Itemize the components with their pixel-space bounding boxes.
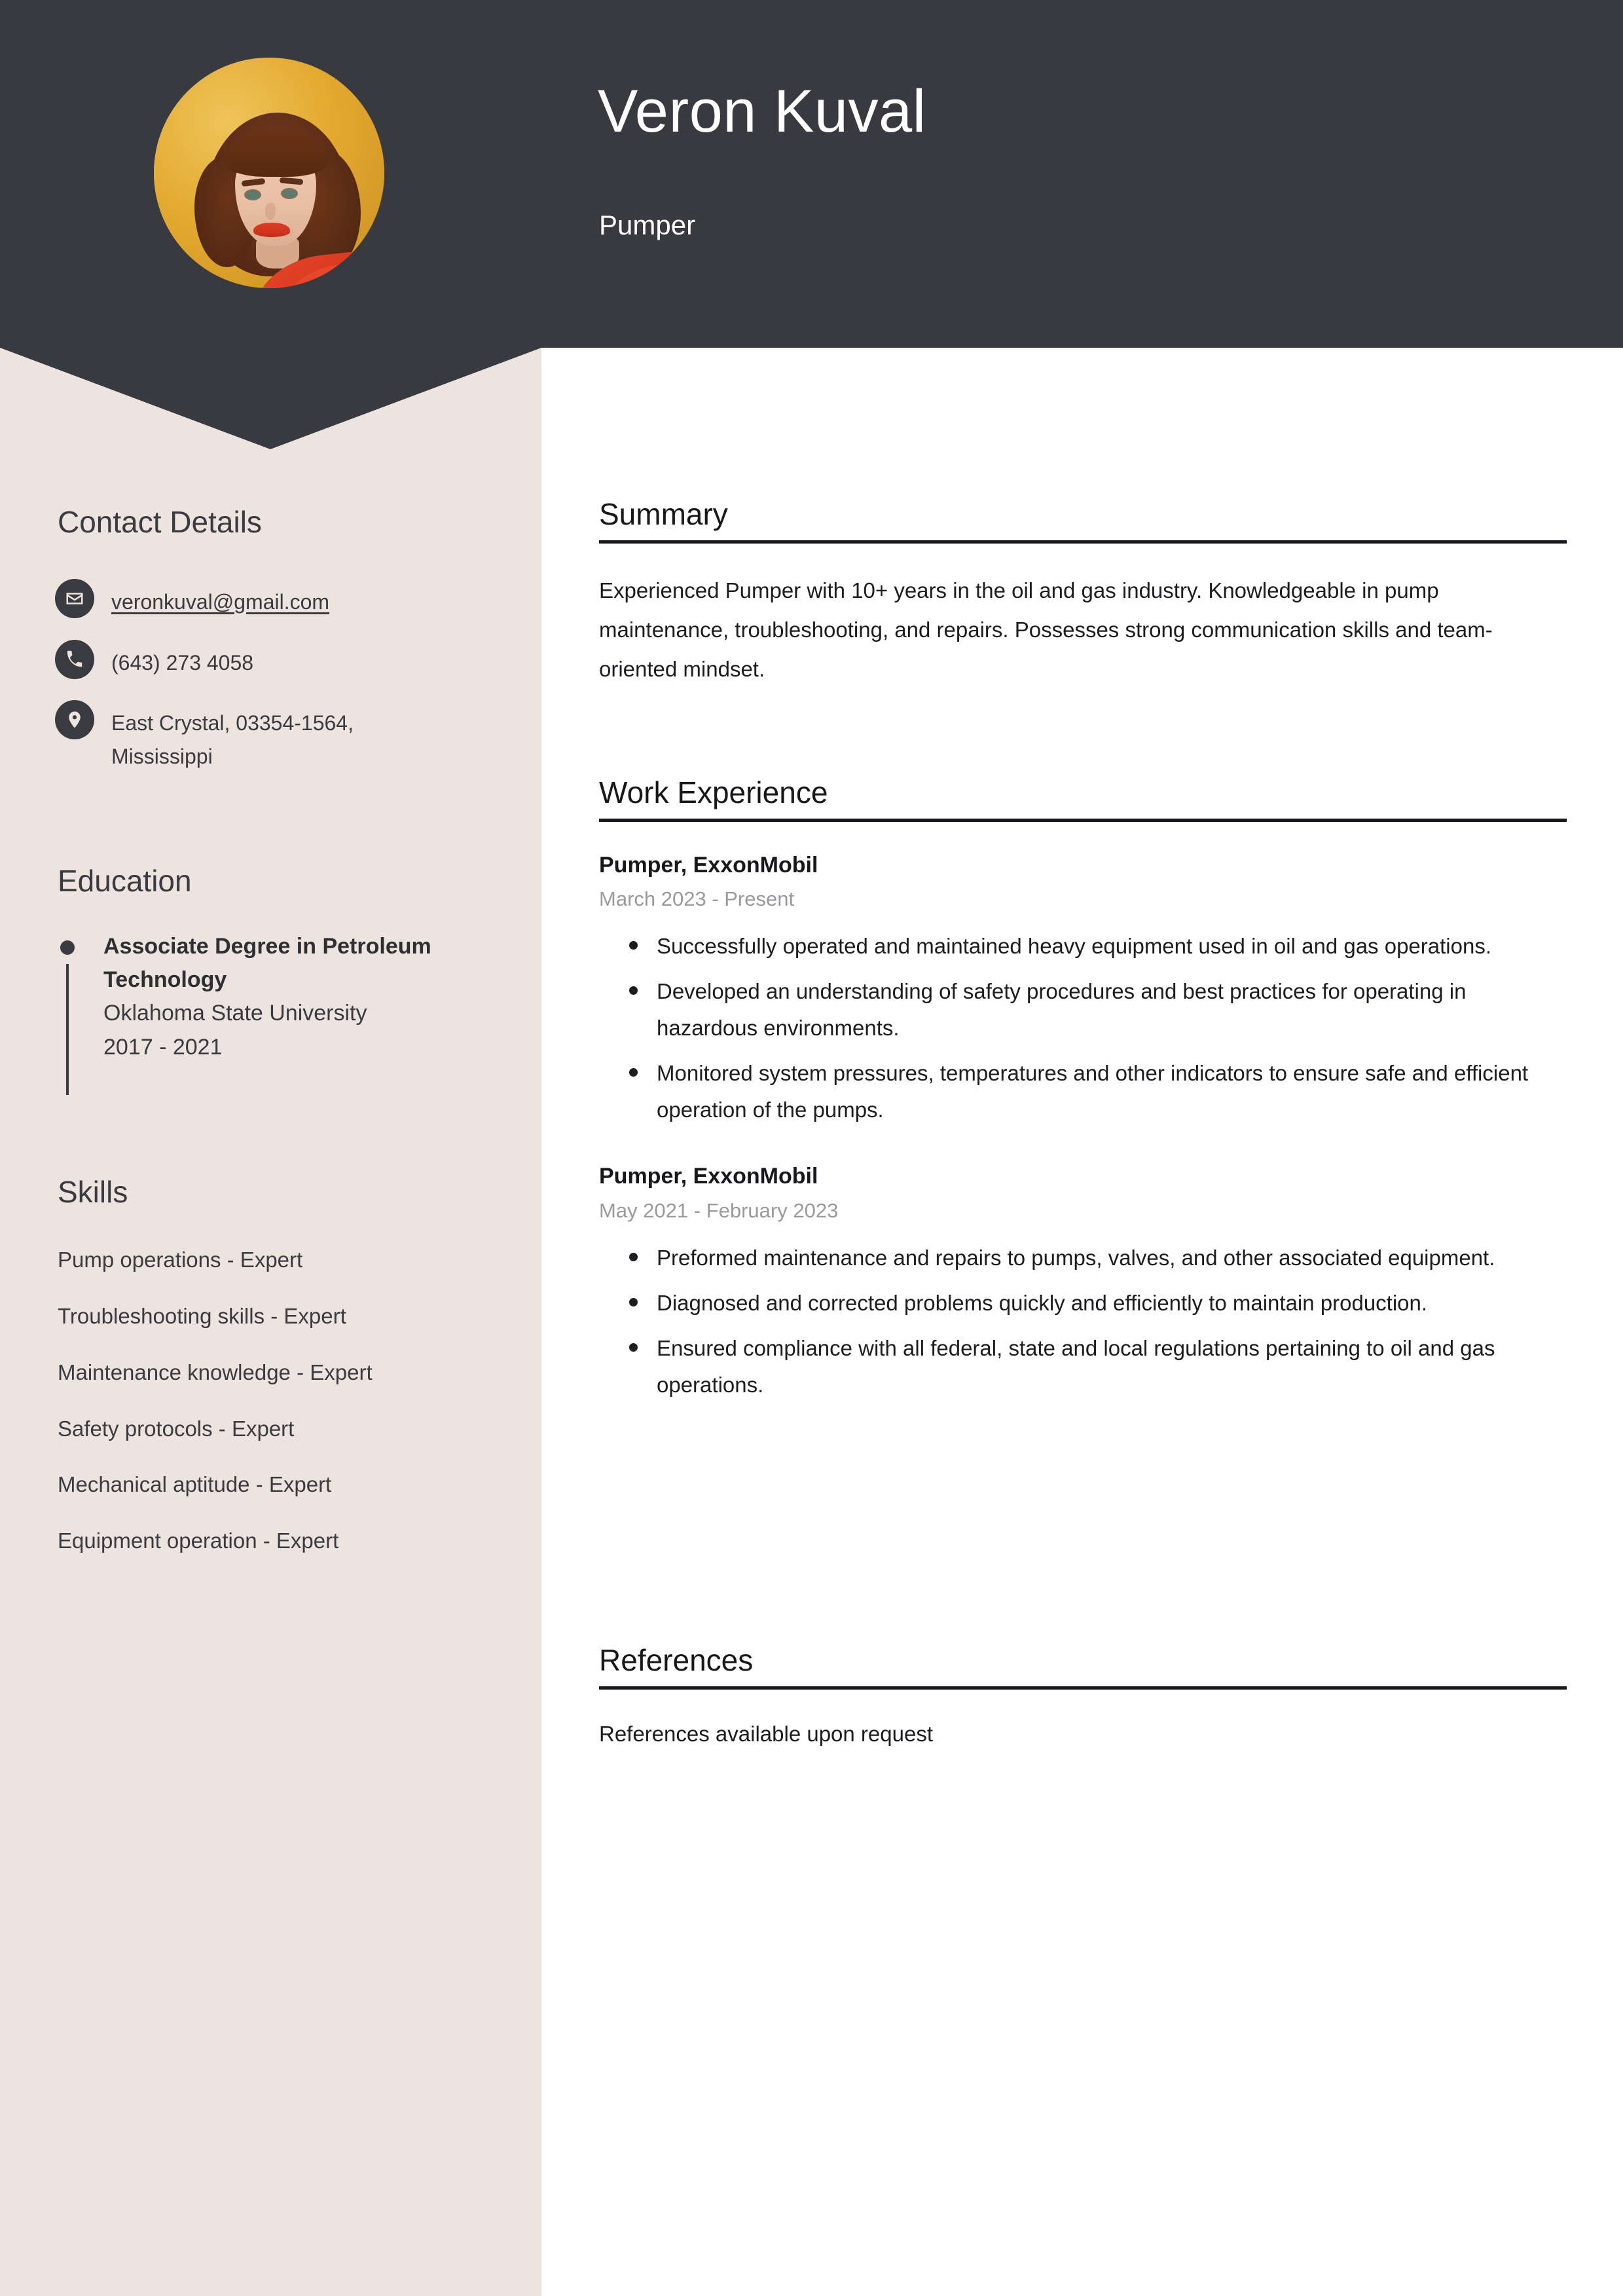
- job-bullet: Preformed maintenance and repairs to pumps, valves, and other associated equipment.: [650, 1240, 1568, 1276]
- job-bullet: Developed an understanding of safety procedures and best practices for operating in hazardous environments.: [650, 973, 1568, 1046]
- contact-email-value[interactable]: veronkuval@gmail.com: [111, 590, 330, 614]
- summary-heading: Summary: [599, 497, 728, 531]
- skill-item: Mechanical aptitude - Expert: [58, 1472, 332, 1497]
- job-role: Pumper, ExxonMobil: [599, 852, 818, 878]
- skill-item: Maintenance knowledge - Expert: [58, 1360, 373, 1384]
- references-section: [599, 1644, 1568, 1752]
- map-pin-icon: [55, 700, 94, 739]
- references-divider: [599, 1686, 1567, 1690]
- summary-section: [599, 498, 1568, 689]
- summary-text: Experienced Pumper with 10+ years in the oil and gas industry. Knowledgeable in pump maintenance, troubleshooting, and repairs. Possesses strong communication skills and team-oriented mindset.: [599, 578, 1493, 681]
- skills-heading: Skills: [58, 1175, 128, 1209]
- skill-item: Pump operations - Expert: [58, 1248, 303, 1272]
- job-entry: [599, 851, 1568, 1128]
- avatar: [154, 58, 384, 288]
- work-experience-section: [599, 776, 1568, 1412]
- job-entry: [599, 1162, 1568, 1403]
- contact-item-phone[interactable]: [55, 642, 513, 680]
- summary-divider: [599, 540, 1567, 544]
- work-experience-heading: Work Experience: [599, 775, 828, 809]
- job-bullet: Diagnosed and corrected problems quickly and efficiently to maintain production.: [650, 1285, 1568, 1321]
- job-bullet: Ensured compliance with all federal, state and local regulations pertaining to oil and gas operations.: [650, 1330, 1568, 1403]
- references-heading: References: [599, 1643, 754, 1677]
- job-dates: March 2023 - Present: [599, 887, 795, 911]
- candidate-name: Veron Kuval: [598, 78, 926, 145]
- job-bullet: Successfully operated and maintained heavy equipment used in oil and gas operations.: [650, 928, 1568, 964]
- envelope-icon: [55, 579, 94, 618]
- education-list: [58, 930, 516, 1064]
- contact-details-heading: Contact Details: [58, 505, 262, 539]
- job-bullet-list: [599, 928, 1568, 1128]
- contact-item-email[interactable]: [55, 582, 513, 619]
- job-bullet: Monitored system pressures, temperatures and other indicators to ensure safe and efficient operation of the pumps.: [650, 1055, 1568, 1128]
- skill-item: Safety protocols - Expert: [58, 1416, 295, 1441]
- candidate-job-title: Pumper: [599, 210, 696, 240]
- education-school: Oklahoma State University: [103, 1001, 367, 1026]
- education-timeline-rail: [66, 964, 69, 1095]
- phone-icon: [55, 640, 94, 679]
- work-experience-divider: [599, 819, 1567, 822]
- references-text: References available upon request: [599, 1721, 934, 1746]
- contact-address-value: East Crystal, 03354-1564, Mississippi: [111, 711, 354, 768]
- skills-list: [58, 1244, 503, 1582]
- contact-list: [55, 582, 513, 796]
- education-heading: Education: [58, 864, 192, 898]
- job-dates: May 2021 - February 2023: [599, 1199, 839, 1223]
- education-item: [58, 930, 516, 1064]
- job-bullet-list: [599, 1240, 1568, 1403]
- job-role: Pumper, ExxonMobil: [599, 1164, 818, 1189]
- education-degree: Associate Degree in Petroleum Technology: [103, 934, 431, 992]
- contact-item-address: [55, 703, 513, 773]
- contact-phone-value: (643) 273 4058: [111, 650, 254, 675]
- education-bullet-icon: [60, 940, 75, 955]
- skill-item: Equipment operation - Expert: [58, 1528, 339, 1553]
- education-years: 2017 - 2021: [103, 1034, 223, 1060]
- skill-item: Troubleshooting skills - Expert: [58, 1303, 346, 1328]
- avatar-photo: [154, 58, 384, 288]
